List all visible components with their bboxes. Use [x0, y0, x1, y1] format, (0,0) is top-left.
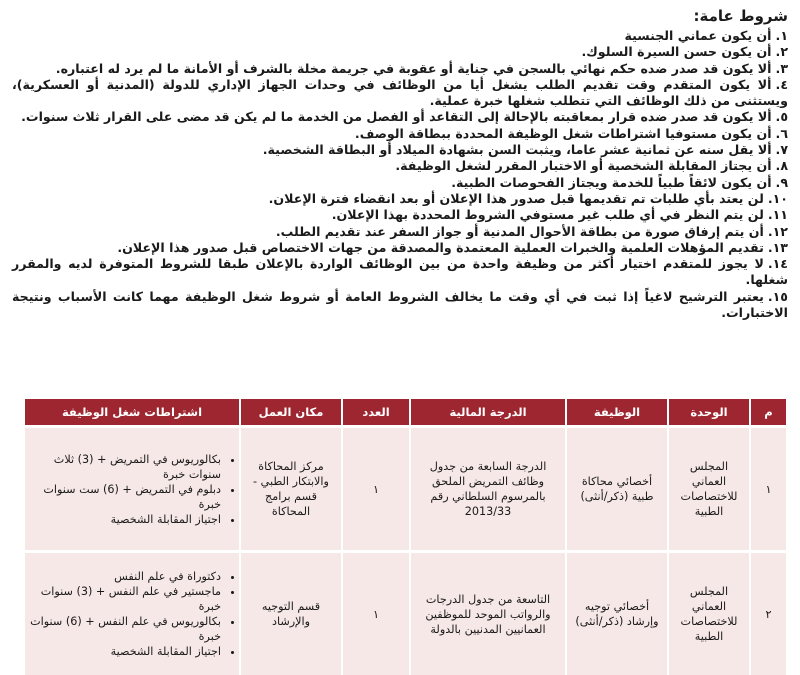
term-text: أن يكون مستوفيا اشتراطات شغل الوظيفة المحددة ببطاقة الوصف. — [355, 126, 772, 141]
cell-index: ١ — [750, 427, 786, 552]
table-row — [24, 552, 786, 675]
term-item — [12, 289, 788, 322]
term-number: ١٥. — [768, 289, 788, 304]
header-location: مكان العمل — [240, 399, 342, 427]
term-number: ١١. — [768, 207, 788, 222]
requirement-item: • ماجستير في علم النفس + (3) سنوات خبرة — [29, 584, 221, 614]
jobs-table — [23, 399, 786, 675]
cell-count: ١ — [342, 427, 410, 552]
term-number: ٤. — [776, 77, 788, 92]
cell-job: أخصائي محاكاة طبية (ذكر/أنثى) — [566, 427, 668, 552]
term-item — [12, 109, 788, 125]
term-item — [12, 175, 788, 191]
general-terms-title: شروط عامة: — [12, 6, 788, 26]
requirement-item: • اجتياز المقابلة الشخصية — [29, 512, 221, 527]
cell-unit: المجلس العماني للاختصاصات الطبية — [668, 552, 750, 675]
term-text: أن يكون حسن السيرة السلوك. — [581, 44, 771, 59]
requirement-item: • بكالوريوس في التمريض + (3) ثلاث سنوات خبرة — [29, 452, 221, 482]
term-text: لن يتم النظر في أي طلب غير مستوفي الشروط المحددة بهذا الإعلان. — [332, 207, 764, 222]
cell-grade: الدرجة السابعة من جدول وظائف التمريض الملحق بالمرسوم السلطاني رقم 2013/33 — [410, 427, 566, 552]
term-item — [12, 207, 788, 223]
term-item — [12, 77, 788, 110]
jobs-table-body — [24, 427, 786, 675]
term-item — [12, 142, 788, 158]
jobs-table-header — [24, 399, 786, 427]
term-number: ٦. — [776, 126, 788, 141]
term-item — [12, 158, 788, 174]
table-row — [24, 427, 786, 552]
cell-count: ١ — [342, 552, 410, 675]
cell-requirements — [24, 427, 240, 552]
term-text: تقديم المؤهلات العلمية والخبرات العملية المعتمدة والمصدقة من جهات الاختصاص قبل صدور هذا الإعلان. — [117, 240, 763, 255]
term-item — [12, 256, 788, 289]
cell-job: أخصائي توجيه وإرشاد (ذكر/أنثى) — [566, 552, 668, 675]
cell-location: قسم التوجيه والإرشاد — [240, 552, 342, 675]
term-number: ١٤. — [768, 256, 788, 271]
header-requirements: اشتراطات شغل الوظيفة — [24, 399, 240, 427]
term-text: لا يجوز للمتقدم اختيار أكثر من وظيفة واحدة من بين الوظائف الواردة بالإعلان طبقا للشروط المتوفرة لديه والمقرر شغلها. — [12, 256, 788, 287]
term-text: ألا يكون المتقدم وقت تقديم الطلب يشغل أيا من الوظائف في وحدات الجهاز الإداري للدولة (المدنية أو العسكرية)، ويستثنى من ذلك الوظائف التي تتطلب شغلها خبرة عملية. — [12, 77, 788, 108]
term-text: ألا يكون قد صدر ضده قرار بمعاقبته بالإحالة إلى التقاعد أو الفصل من الخدمة ما لم يكن قد مضى على القرار ثلاث سنوات. — [21, 109, 771, 124]
cell-grade: التاسعة من جدول الدرجات والرواتب الموحد للموظفين العمانيين المدنيين بالدولة — [410, 552, 566, 675]
header-grade: الدرجة المالية — [410, 399, 566, 427]
term-number: ١٣. — [768, 240, 788, 255]
term-text: يعتبر الترشيح لاغياً إذا ثبت في أي وقت ما يخالف الشروط العامة أو شروط شغل الوظيفة مهما كانت الأسباب ونتيجة الاختبارات. — [12, 289, 788, 320]
header-index: م — [750, 399, 786, 427]
term-item — [12, 44, 788, 60]
header-unit: الوحدة — [668, 399, 750, 427]
term-text: أن يكون عماني الجنسية — [624, 28, 771, 43]
cell-index: ٢ — [750, 552, 786, 675]
cell-unit: المجلس العماني للاختصاصات الطبية — [668, 427, 750, 552]
term-number: ٥. — [776, 109, 788, 124]
general-terms-list — [12, 28, 788, 321]
requirements-list — [29, 452, 235, 527]
term-number: ١٠. — [768, 191, 788, 206]
requirements-list — [29, 569, 235, 659]
term-number: ٧. — [776, 142, 788, 157]
term-item — [12, 61, 788, 77]
term-item — [12, 28, 788, 44]
requirement-item: • دبلوم في التمريض + (6) ست سنوات خبرة — [29, 482, 221, 512]
term-number: ٢. — [776, 44, 788, 59]
term-item — [12, 240, 788, 256]
term-text: ألا يقل سنه عن ثمانية عشر عاما، ويثبت السن بشهادة الميلاد أو البطاقة الشخصية. — [263, 142, 772, 157]
term-number: ١. — [776, 28, 788, 43]
cell-location: مركز المحاكاة والابتكار الطبي - قسم برامج المحاكاة — [240, 427, 342, 552]
term-text: أن يجتاز المقابلة الشخصية أو الاختبار المقرر لشغل الوظيفة. — [395, 158, 771, 173]
term-number: ٨. — [776, 158, 788, 173]
term-number: ٣. — [776, 61, 788, 76]
term-number: ١٢. — [768, 224, 788, 239]
term-text: أن يتم إرفاق صورة من بطاقة الأحوال المدنية أو جواز السفر عند تقديم الطلب. — [276, 224, 764, 239]
requirement-item: • اجتياز المقابلة الشخصية — [29, 644, 221, 659]
header-count: العدد — [342, 399, 410, 427]
term-item — [12, 126, 788, 142]
term-text: لن يعتد بأي طلبات تم تقديمها قبل صدور هذا الإعلان أو بعد انقضاء فترة الإعلان. — [269, 191, 764, 206]
requirement-item: • دكتوراة في علم النفس — [29, 569, 221, 584]
requirement-item: • بكالوريوس في علم النفس + (6) سنوات خبرة — [29, 614, 221, 644]
term-number: ٩. — [776, 175, 788, 190]
cell-requirements — [24, 552, 240, 675]
header-job: الوظيفة — [566, 399, 668, 427]
term-text: أن يكون لائقاً طبياً للخدمة ويجتاز الفحوصات الطبية. — [451, 175, 771, 190]
term-item — [12, 191, 788, 207]
term-item — [12, 224, 788, 240]
term-text: ألا يكون قد صدر ضده حكم نهائي بالسجن في جناية أو عقوبة في جريمة مخلة بالشرف أو الأمانة ما لم يرد له اعتباره. — [56, 61, 772, 76]
